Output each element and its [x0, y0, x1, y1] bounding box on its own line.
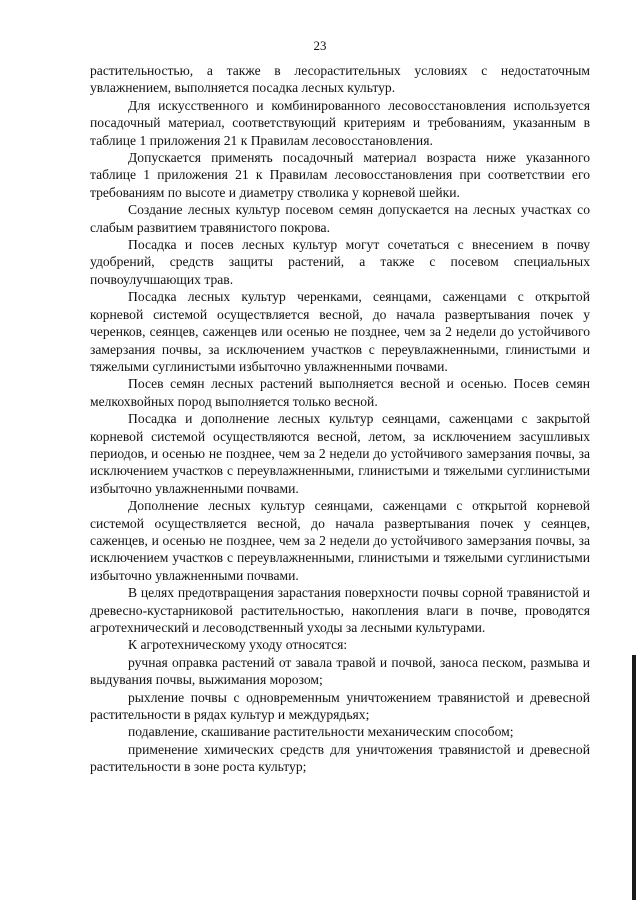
paragraph-8: Посадка и дополнение лесных культур сеянцами, саженцами с закрытой корневой системой осуществляются весной, летом, за исключением засушливых периодов, и осенью не позднее, чем за 2 недели до устойчивого замерзания почвы, за исключением участков с переувлажненными, глинистыми и тяжелыми суглинистыми избыточно увлажненными почвами.: [90, 411, 590, 496]
list-item-1: ручная оправка растений от завала травой и почвой, заноса песком, размыва и выдувания почвы, выжимания морозом;: [90, 654, 590, 688]
paragraph-6: Посадка лесных культур черенками, сеянцами, саженцами с открытой корневой системой осуществляется весной, до начала развертывания почек у черенков, сеянцев, саженцев или осенью не позднее, чем за 2 недели до устойчивого замерзания почвы, за исключением участков с переувлажненными, глинистыми и тяжелыми суглинистыми избыточно увлажненными почвами.: [90, 289, 590, 374]
document-body: [90, 62, 590, 776]
list-item-3: подавление, скашивание растительности механическим способом;: [128, 724, 514, 740]
page-number: 23: [313, 38, 327, 53]
paragraph-9: Дополнение лесных культур сеянцами, саженцами с открытой корневой системой осуществляется весной, до начала развертывания почек у сеянцев, саженцев, и осенью не позднее, чем за 2 недели до устойчивого замерзания почвы, за исключением участков с переувлажненными, глинистыми и тяжелыми суглинистыми избыточно увлажненными почвами.: [90, 498, 590, 583]
list-item-2: рыхление почвы с одновременным уничтожением травянистой и древесной растительности в рядах культур и междурядьях;: [90, 689, 590, 723]
paragraph-1: растительностью, а также в лесорастительных условиях с недостаточным увлажнением, выполняется посадка лесных культур.: [90, 63, 590, 96]
paragraph-2: Для искусственного и комбинированного лесовосстановления используется посадочный материал, соответствующий критериям и требованиям, указанным в таблице 1 приложения 21 к Правилам лесовосстановления.: [90, 97, 590, 148]
scan-edge-shadow: [632, 655, 636, 900]
paragraph-5: Посадка и посев лесных культур могут сочетаться с внесением в почву удобрений, средств защиты растений, а также с посевом специальных почвоулучшающих трав.: [90, 237, 590, 287]
list-item-4: применение химических средств для уничтожения травянистой и древесной растительности в зоне роста культур;: [90, 741, 590, 775]
paragraph-7: Посев семян лесных растений выполняется весной и осенью. Посев семян мелкохвойных пород выполняется только весной.: [90, 376, 590, 409]
paragraph-10: В целях предотвращения зарастания поверхности почвы сорной травянистой и древесно-кустарниковой растительностью, накопления влаги в почве, проводятся агротехнический и лесоводственный уходы за лесными культурами.: [90, 585, 590, 635]
paragraph-4: Создание лесных культур посевом семян допускается на лесных участках со слабым развитием травянистого покрова.: [90, 202, 590, 235]
paragraph-3: Допускается применять посадочный материал возраста ниже указанного таблице 1 приложения 21 к Правилам лесовосстановления при соответствии его требованиям по высоте и диаметру стволика у корневой шейки.: [90, 150, 590, 200]
paragraph-11: К агротехническому уходу относятся:: [128, 637, 348, 653]
